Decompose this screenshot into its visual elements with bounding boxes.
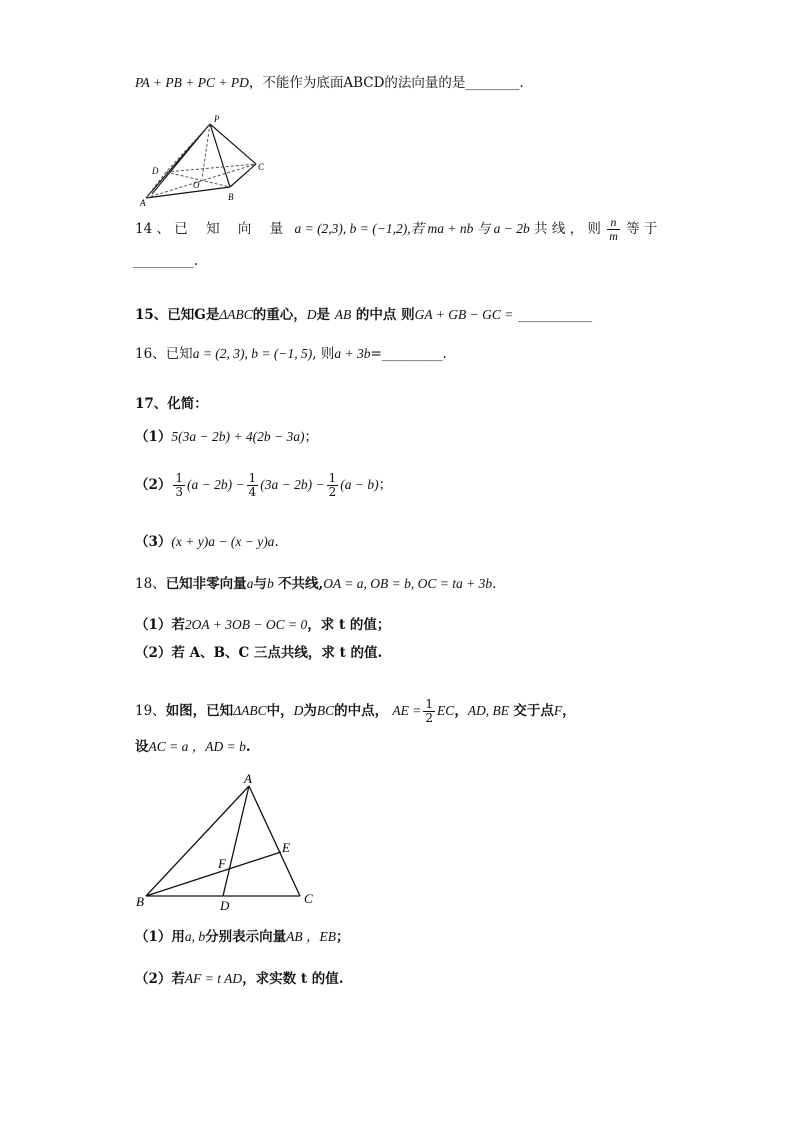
q16-line: [135, 345, 447, 363]
triangle-label-a: A: [244, 771, 252, 786]
q17-p2-t1: (a − 2b) −: [187, 477, 245, 492]
pyramid-label-p: P: [214, 114, 220, 124]
q18-a: a: [246, 576, 254, 591]
q18-part1: [135, 616, 390, 634]
q19-num: 19、: [135, 703, 166, 719]
q19-fraction: $\frac{1}{2}$: [425, 697, 434, 725]
q17-p2-label: （2）: [135, 477, 172, 493]
q19-set-expr: AC = a ，AD = b: [148, 739, 246, 754]
q15-line: [135, 306, 592, 324]
triangle-label-e: E: [282, 840, 290, 855]
q15-ab: AB: [334, 307, 352, 322]
q19-ec: EC: [437, 703, 455, 718]
q13-expr: PA + PB + PC + PD: [135, 75, 249, 90]
q15-d: D: [306, 307, 317, 322]
q17-p2-t3: (a − b): [340, 477, 379, 492]
q19-bc: BC: [316, 703, 335, 718]
q19-p2-expr: AF = t AD: [184, 971, 243, 986]
pyramid-label-a: A: [140, 198, 146, 208]
q19-ad-be: AD, BE: [467, 703, 510, 718]
q18-end: .: [492, 576, 497, 592]
q19-set-end: .: [245, 739, 251, 755]
q19-p1-expr: AB ，EB: [286, 929, 337, 944]
q19-t2: 中，: [266, 703, 294, 719]
q18-t1: 已知非零向量: [165, 576, 247, 592]
q18-t2: 与: [253, 576, 267, 592]
q19-part2: [135, 970, 343, 988]
q14-cond: 若 ma + nb 与 a − 2b: [410, 221, 530, 236]
q17-p2-frac1: $\frac{1}{3}$: [175, 471, 184, 499]
q19-p1-vecs: a, b: [184, 929, 206, 944]
q18-b: b: [266, 576, 274, 591]
q13-end: .: [519, 75, 524, 91]
triangle-label-f: F: [218, 856, 226, 871]
q19-d: D: [293, 703, 304, 718]
q19-line: [135, 698, 576, 725]
q17-p2-frac3: $\frac{1}{2}$: [328, 471, 337, 499]
q17-p2-frac2: $\frac{1}{4}$: [248, 471, 257, 499]
q13-text: ，不能作为底面ABCD的法向量的是: [248, 75, 466, 91]
q19-set: 设: [135, 739, 149, 755]
q18-num: 18、: [135, 576, 166, 592]
q14-line: [135, 216, 657, 243]
q16-num: 16、: [135, 346, 166, 362]
triangle-label-d: D: [220, 898, 230, 913]
q15-expr: GA + GB − GC =: [414, 307, 514, 322]
q19-t3: 为: [303, 703, 317, 719]
triangle-figure: [130, 770, 330, 915]
pyramid-label-b: B: [228, 192, 234, 202]
q16-t1: 已知: [165, 346, 193, 362]
q17-p1-end: ；: [304, 429, 318, 445]
q16-expr: a + 3b: [334, 346, 371, 361]
q18-p1-label: （1）若: [135, 617, 185, 633]
q19-t4: 的中点，: [334, 703, 389, 719]
q17-p2-t2: (3a − 2b) −: [260, 477, 325, 492]
q14-vecs: a = (2,3), b = (−1,2),: [294, 221, 411, 236]
q15-tri: ΔABC: [219, 307, 253, 322]
q17-p1-label: （1）: [135, 429, 172, 445]
q18-expr: OA = a, OB = b, OC = ta + 3b: [323, 576, 493, 591]
q14-tail: 共 线 ， 则: [534, 221, 601, 237]
q18-line: [135, 575, 496, 593]
q17-part1: [135, 428, 318, 446]
triangle-label-b: B: [136, 894, 144, 909]
q18-p1-expr: 2OA + 3OB − OC = 0: [184, 617, 308, 632]
q17-part2: [135, 472, 392, 499]
q19-ae: AE =: [392, 703, 422, 718]
q19-p2-label: （2）若: [135, 971, 185, 987]
triangle-label-c: C: [304, 891, 313, 906]
pyramid-label-o: O: [193, 180, 200, 190]
q15-t2: 的重心，: [252, 307, 307, 323]
q17-p3-end: .: [274, 534, 279, 550]
q19-p1-text: 分别表示向量: [205, 929, 287, 945]
pyramid-label-c: C: [258, 162, 265, 172]
q19-t7: ，: [562, 703, 576, 719]
q17-title: 17、化简：: [135, 396, 208, 412]
q17-p2-end: ；: [378, 477, 393, 493]
q19-setup: [135, 738, 251, 756]
q19-p1-end: ；: [336, 929, 350, 945]
q15-t4: 的中点 则: [355, 307, 415, 323]
q19-t6: 交于点: [513, 703, 554, 719]
q15-t3: 是: [316, 307, 330, 323]
q18-p1-text: ，求 t 的值；: [307, 617, 391, 633]
q19-t1: 如图，已知: [165, 703, 234, 719]
q17-p1-expr: 5(3a − 2b) + 4(2b − 3a): [171, 429, 305, 444]
q17-p3-expr: (x + y)a − (x − y)a: [171, 534, 275, 549]
q19-part1: [135, 928, 350, 946]
q15-blank: ___________: [518, 307, 593, 323]
q16-t2: , 则: [312, 346, 335, 362]
q18-t3: 不共线,: [277, 576, 324, 592]
q14-prefix: 已 知 向 量: [174, 221, 291, 237]
q15-t1: 已知G是: [167, 307, 220, 323]
q14-blank: _________.: [133, 253, 199, 269]
q14-fraction: $\frac{n}{m}$: [609, 215, 618, 243]
q16-blank: =_________.: [370, 346, 447, 362]
q17-part3: [135, 533, 279, 551]
q15-num: 15、: [135, 307, 168, 323]
pyramid-figure: [138, 112, 278, 208]
q19-t5: ，: [454, 703, 468, 719]
q17-p3-label: （3）: [135, 534, 172, 550]
q19-f: F: [553, 703, 563, 718]
q13-line: [135, 74, 524, 92]
q19-tri: ΔABC: [233, 703, 267, 718]
q19-p2-text: ，求实数 t 的值.: [242, 971, 344, 987]
q19-p1-label: （1）用: [135, 929, 185, 945]
pyramid-label-d: D: [152, 166, 159, 176]
q16-vecs: a = (2, 3), b = (−1, 5): [192, 346, 313, 361]
q14-suffix: 等 于: [626, 221, 658, 237]
q13-blank: ________: [465, 75, 520, 91]
q18-part2: （2）若 A、B、C 三点共线，求 t 的值.: [135, 645, 383, 661]
q14-num: 14 、: [135, 221, 170, 237]
